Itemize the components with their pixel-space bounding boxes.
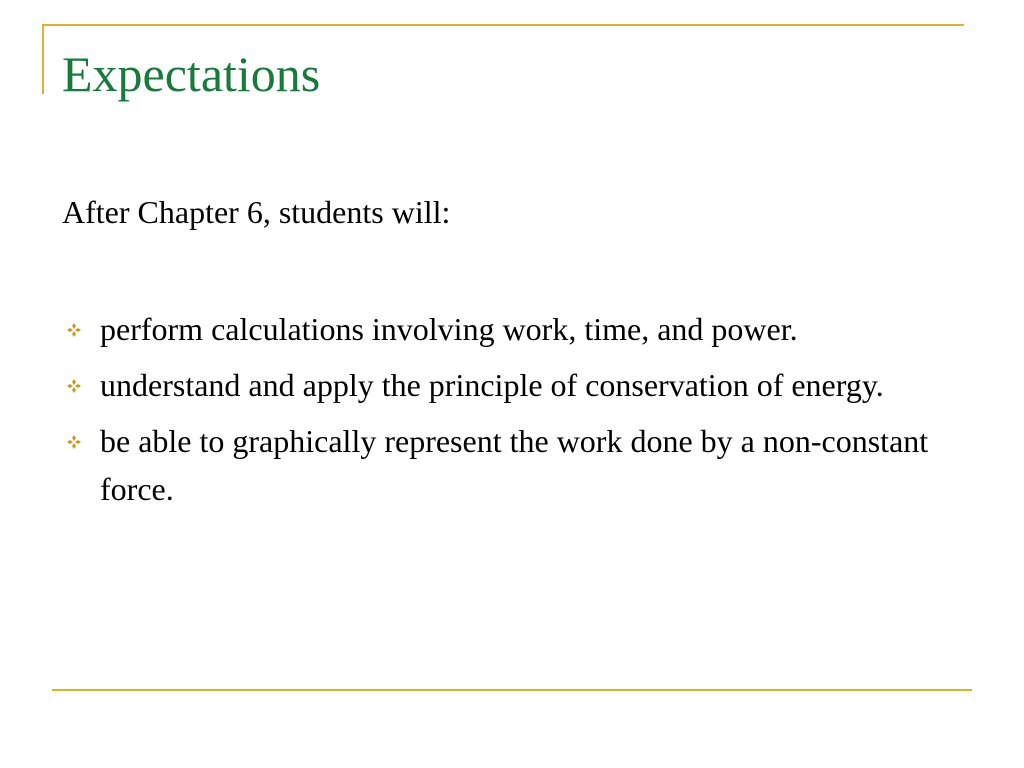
four-diamond-bullet-icon [66, 378, 82, 394]
bullet-item [62, 361, 962, 409]
bullet-text: be able to graphically represent the work done by a non-constant force. [100, 423, 929, 507]
bullet-list [62, 305, 962, 521]
footer-rule [52, 689, 972, 691]
bullet-text: perform calculations involving work, time, and power. [100, 311, 798, 347]
slide-title: Expectations [62, 46, 321, 102]
title-accent-top-rule [42, 24, 964, 26]
four-diamond-bullet-icon [66, 434, 82, 450]
intro-text: After Chapter 6, students will: [62, 194, 451, 230]
title-accent-vertical-rule [42, 24, 44, 94]
bullet-item [62, 417, 962, 513]
four-diamond-bullet-icon [66, 322, 82, 338]
bullet-item [62, 305, 962, 353]
bullet-text: understand and apply the principle of conservation of energy. [100, 367, 884, 403]
